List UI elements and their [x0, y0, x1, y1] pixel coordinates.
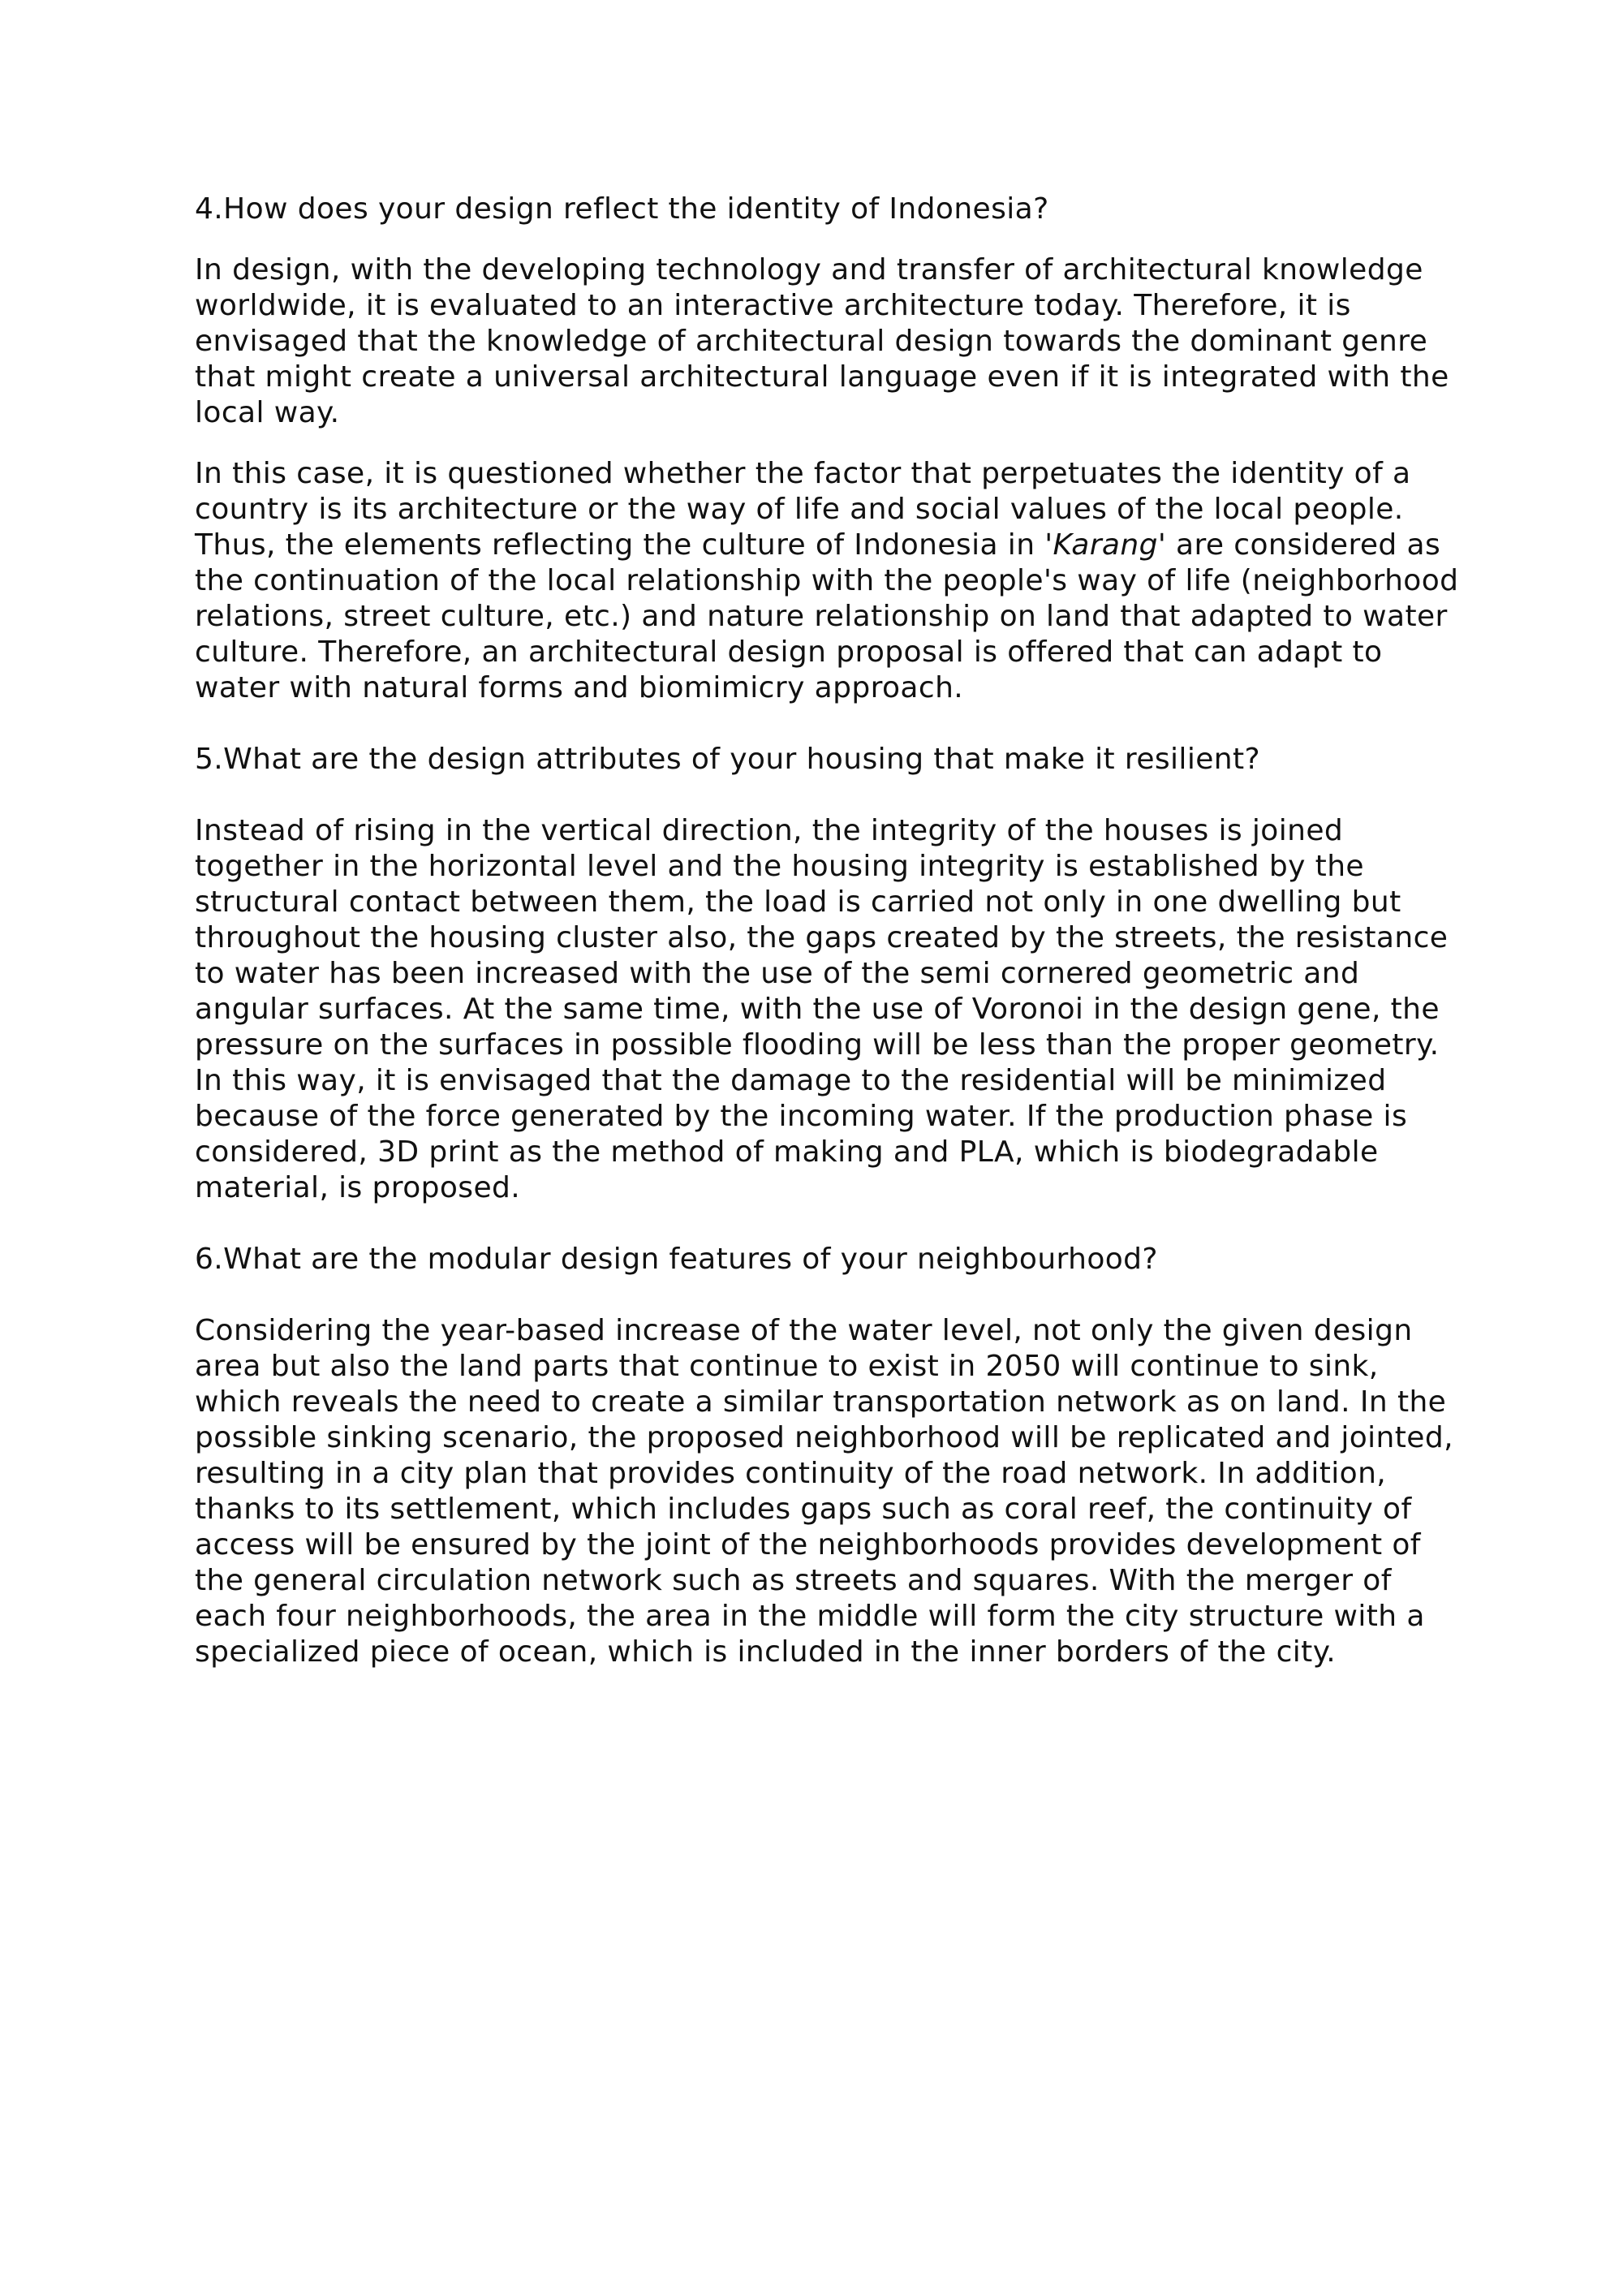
answer-4-paragraph-2-text-end: ' are considered as the continuation of the local relationship with the people's way of life (neighborhood relations, street culture, etc.) and nature relationship on land that adapted to water culture. Therefore, an architectural design proposal is offered that can adapt to water with natural forms and biomimicry approach.: [195, 528, 1459, 704]
answer-6-paragraph: Considering the year-based increase of the water level, not only the given design area but also the land parts that continue to exist in 2050 will continue to sink, which reveals the need to create a similar transportation network as on land. In the possible sinking scenario, the proposed neighborhood will be replicated and jointed, resulting in a city plan that provides continuity of the road network. In addition, thanks to its settlement, which includes gaps such as coral reef, the continuity of access will be ensured by the joint of the neighborhoods provides development of the general circulation network such as streets and squares. With the merger of each four neighborhoods, the area in the middle will form the city structure with a specialized piece of ocean, which is included in the inner borders of the city.: [195, 1314, 1453, 1669]
answer-4-paragraph-2: [195, 456, 1461, 706]
question-5-heading: 5.What are the design attributes of your housing that make it resilient?: [195, 743, 1261, 776]
karang-term: Karang: [1053, 528, 1158, 562]
answer-4-paragraph-1: In design, with the developing technology and transfer of architectural knowledge worldwide, it is evaluated to an interactive architecture today. Therefore, it is envisaged that the knowledge of architectural design towards the dominant genre that might create a universal architectural language even if it is integrated with the local way.: [195, 253, 1449, 429]
question-4-heading: 4.How does your design reflect the identity of Indonesia?: [195, 192, 1049, 226]
question-6-heading: 6.What are the modular design features of your neighbourhood?: [195, 1243, 1158, 1276]
answer-5-paragraph: Instead of rising in the vertical direction, the integrity of the houses is joined together in the horizontal level and the housing integrity is established by the structural contact between them, the load is carried not only in one dwelling but throughout the housing cluster also, the gaps created by the streets, the resistance to water has been increased with the use of the semi cornered geometric and angular surfaces. At the same time, with the use of Voronoi in the design gene, the pressure on the surfaces in possible flooding will be less than the proper geometry. In this way, it is envisaged that the damage to the residential will be minimized because of the force generated by the incoming water. If the production phase is considered, 3D print as the method of making and PLA, which is biodegradable material, is proposed.: [195, 814, 1449, 1204]
answer-4-paragraph-2-text-start: In this case, it is questioned whether the factor that perpetuates the identity of a country is its architecture or the way of life and social values of the local people. Thus, the elements reflecting the culture of Indonesia in ': [195, 457, 1411, 562]
document-body: [195, 192, 1461, 1670]
